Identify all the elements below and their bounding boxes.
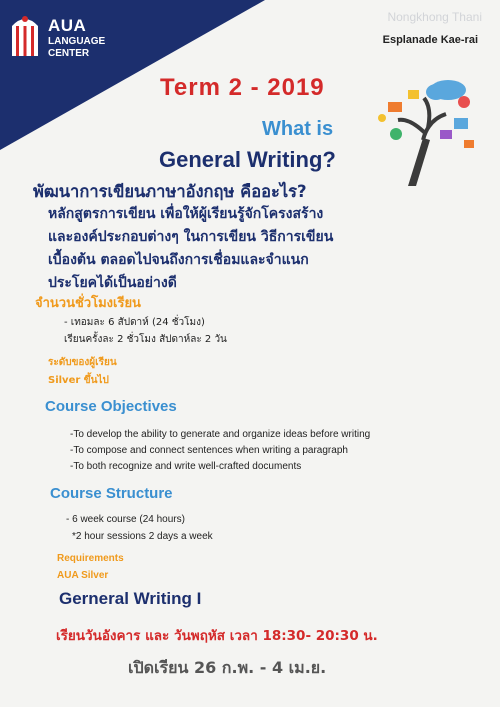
open-dates: เปิดเรียน 26 ก.พ. - 4 เม.ย. [128, 658, 327, 677]
thai-description-line: เบื้องต้น ตลอดไปจนถึงการเชื่อมและจำแนก [48, 252, 309, 268]
objective-item: -To develop the ability to generate and organize ideas before writing [70, 429, 371, 440]
idea-tree-illustration [368, 68, 488, 188]
class-schedule: เรียนวันอังคาร และ วันพฤหัส เวลา 18:30- 20:30 น. [56, 628, 378, 644]
aua-logo [8, 12, 105, 60]
term-title: Term 2 - 2019 [160, 74, 325, 101]
level-heading: ระดับของผู้เรียน [48, 357, 117, 368]
objective-item: -To both recognize and write well-crafted documents [70, 461, 302, 472]
aua-crest-icon [8, 12, 42, 58]
requirements-heading: Requirements [57, 553, 124, 564]
objective-item: -To compose and connect sentences when writing a paragraph [70, 445, 348, 456]
logo-aua: AUA [48, 16, 87, 35]
structure-heading: Course Structure [50, 485, 173, 502]
what-is-heading: What is [262, 118, 334, 140]
objectives-list [70, 427, 370, 475]
thai-title: พัฒนาการเขียนภาษาอังกฤษ คืออะไร? [33, 182, 307, 201]
thai-description-line: หลักสูตรการเขียน เพื่อให้ผู้เรียนรู้จักโครงสร้าง [48, 206, 324, 222]
faint-header-text: Nongkhong Thani [387, 10, 482, 24]
thai-description [48, 203, 333, 295]
structure-item: - 6 week course (24 hours) [66, 514, 185, 525]
requirements-value: AUA Silver [57, 570, 109, 581]
level-value: Silver ขึ้นไป [48, 375, 109, 386]
thai-description-line: ประโยคได้เป็นอย่างดี [48, 275, 177, 291]
general-writing-heading: General Writing? [159, 147, 336, 172]
hours-line: - เทอมละ 6 สัปดาห์ (24 ชั่วโมง) [64, 317, 205, 328]
hours-lines [64, 314, 227, 348]
structure-list [66, 511, 213, 545]
objectives-heading: Course Objectives [45, 398, 177, 415]
course-title: Gerneral Writing I [59, 589, 202, 608]
logo-line2: CENTER [48, 48, 90, 59]
structure-item: *2 hour sessions 2 days a week [72, 531, 213, 542]
hours-line: เรียนครั้งละ 2 ชั่วโมง สัปดาห์ละ 2 วัน [64, 334, 227, 345]
thai-description-line: และองค์ประกอบต่างๆ ในการเขียน วิธีการเขียน [48, 229, 334, 245]
logo-line1: LANGUAGE [48, 36, 106, 47]
branch-name: Esplanade Kae-rai [382, 34, 478, 46]
hours-heading: จำนวนชั่วโมงเรียน [35, 296, 141, 311]
